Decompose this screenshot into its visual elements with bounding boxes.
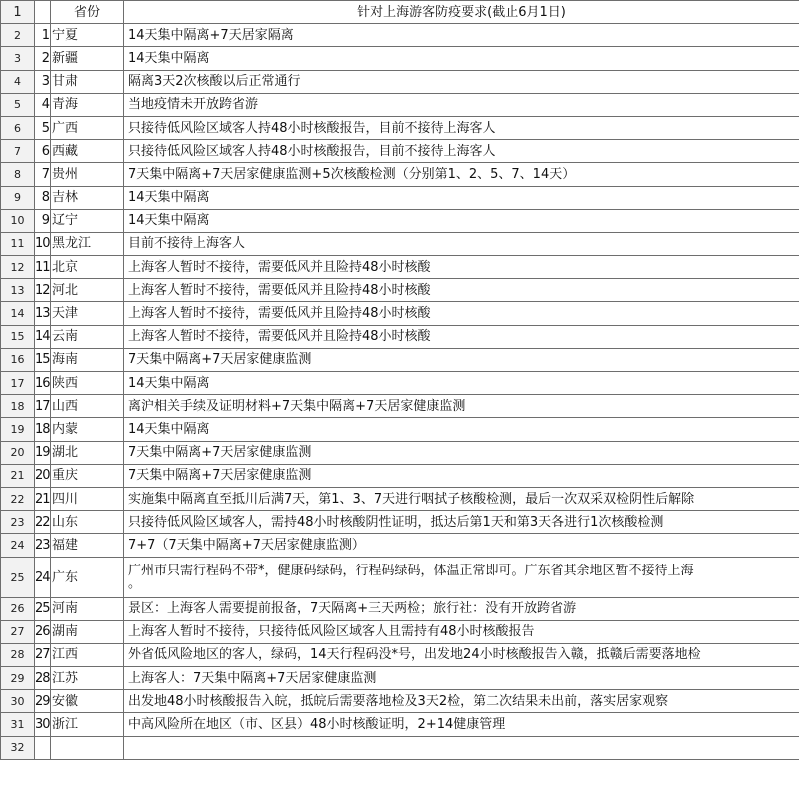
province-cell[interactable]: 广西	[51, 116, 124, 139]
table-row	[1, 70, 799, 93]
seq-cell[interactable]: 30	[35, 713, 51, 736]
province-cell[interactable]: 安徽	[51, 690, 124, 713]
row-number[interactable]: 13	[1, 279, 35, 302]
requirement-cell[interactable]: 14天集中隔离	[124, 372, 799, 395]
province-cell[interactable]: 西藏	[51, 140, 124, 163]
row-number[interactable]: 21	[1, 464, 35, 487]
seq-cell[interactable]: 22	[35, 511, 51, 534]
table-row	[1, 511, 799, 534]
requirement-cell[interactable]: 7天集中隔离+7天居家健康监测	[124, 441, 799, 464]
requirement-cell[interactable]: 14天集中隔离	[124, 47, 799, 70]
row-number[interactable]: 22	[1, 487, 35, 510]
row-number[interactable]: 29	[1, 667, 35, 690]
row-number[interactable]: 17	[1, 372, 35, 395]
row-number[interactable]: 27	[1, 620, 35, 643]
requirement-cell[interactable]: 上海客人暂时不接待，需要低风并且险持48小时核酸	[124, 302, 799, 325]
row-number[interactable]: 9	[1, 186, 35, 209]
table-row	[1, 116, 799, 139]
row-number[interactable]: 19	[1, 418, 35, 441]
seq-cell[interactable]: 4	[35, 93, 51, 116]
province-cell[interactable]: 浙江	[51, 713, 124, 736]
seq-cell[interactable]: 15	[35, 348, 51, 371]
row-number[interactable]: 16	[1, 348, 35, 371]
table-row	[1, 464, 799, 487]
province-cell[interactable]: 海南	[51, 348, 124, 371]
requirement-cell[interactable]: 上海客人暂时不接待，只接待低风险区域客人且需持有48小时核酸报告	[124, 620, 799, 643]
requirement-cell[interactable]: 出发地48小时核酸报告入皖，抵皖后需要落地检及3天2检，第二次结果未出前，落实居家观察	[124, 690, 799, 713]
row-number[interactable]: 12	[1, 256, 35, 279]
table-row	[1, 47, 799, 70]
requirement-cell[interactable]: 景区：上海客人需要提前报备，7天隔离+三天两检；旅行社：没有开放跨省游	[124, 597, 799, 620]
table-row	[1, 557, 799, 597]
seq-cell[interactable]: 3	[35, 70, 51, 93]
seq-cell[interactable]: 29	[35, 690, 51, 713]
requirement-cell[interactable]: 实施集中隔离直至抵川后满7天，第1、3、7天进行咽拭子核酸检测，最后一次双采双检阴性后解除	[124, 487, 799, 510]
seq-cell[interactable]: 26	[35, 620, 51, 643]
seq-cell[interactable]: 20	[35, 464, 51, 487]
row-number[interactable]: 3	[1, 47, 35, 70]
requirement-cell[interactable]: 14天集中隔离	[124, 186, 799, 209]
row-number[interactable]: 11	[1, 232, 35, 255]
seq-cell[interactable]: 14	[35, 325, 51, 348]
province-cell[interactable]: 湖北	[51, 441, 124, 464]
row-number[interactable]: 28	[1, 643, 35, 666]
row-number[interactable]: 30	[1, 690, 35, 713]
requirement-cell[interactable]: 14天集中隔离+7天居家隔离	[124, 24, 799, 47]
requirement-cell[interactable]	[124, 736, 799, 759]
province-cell[interactable]: 宁夏	[51, 24, 124, 47]
requirement-cell[interactable]: 上海客人暂时不接待，需要低风并且险持48小时核酸	[124, 279, 799, 302]
seq-cell[interactable]: 10	[35, 232, 51, 255]
table-row	[1, 232, 799, 255]
province-cell[interactable]: 新疆	[51, 47, 124, 70]
province-cell[interactable]: 云南	[51, 325, 124, 348]
row-number[interactable]: 25	[1, 557, 35, 597]
row-number[interactable]: 14	[1, 302, 35, 325]
table-row	[1, 690, 799, 713]
province-cell[interactable]: 青海	[51, 93, 124, 116]
province-cell[interactable]: 贵州	[51, 163, 124, 186]
table-row	[1, 163, 799, 186]
table-row	[1, 487, 799, 510]
table-row	[1, 395, 799, 418]
table-row	[1, 140, 799, 163]
province-cell[interactable]: 湖南	[51, 620, 124, 643]
province-cell[interactable]: 辽宁	[51, 209, 124, 232]
province-cell[interactable]: 吉林	[51, 186, 124, 209]
table-row	[1, 279, 799, 302]
requirement-cell[interactable]: 外省低风险地区的客人，绿码，14天行程码没*号，出发地24小时核酸报告入赣，抵赣后需要落地检	[124, 643, 799, 666]
row-number[interactable]: 20	[1, 441, 35, 464]
row-number[interactable]: 8	[1, 163, 35, 186]
table-row	[1, 713, 799, 736]
requirement-cell[interactable]: 上海客人：7天集中隔离+7天居家健康监测	[124, 667, 799, 690]
requirement-cell[interactable]: 上海客人暂时不接待，需要低风并且险持48小时核酸	[124, 256, 799, 279]
row-number[interactable]: 15	[1, 325, 35, 348]
table-row	[1, 325, 799, 348]
requirement-cell[interactable]: 7天集中隔离+7天居家健康监测	[124, 348, 799, 371]
seq-cell[interactable]	[35, 736, 51, 759]
row-number[interactable]: 2	[1, 24, 35, 47]
seq-cell[interactable]: 19	[35, 441, 51, 464]
seq-cell[interactable]: 13	[35, 302, 51, 325]
header-row	[1, 1, 799, 24]
table-row	[1, 186, 799, 209]
table-row	[1, 441, 799, 464]
province-cell[interactable]: 山西	[51, 395, 124, 418]
row-number[interactable]: 32	[1, 736, 35, 759]
row-number[interactable]: 18	[1, 395, 35, 418]
province-cell[interactable]: 黑龙江	[51, 232, 124, 255]
requirement-cell[interactable]	[124, 557, 799, 597]
requirement-cell[interactable]: 14天集中隔离	[124, 209, 799, 232]
province-cell[interactable]: 甘肃	[51, 70, 124, 93]
province-cell[interactable]: 陕西	[51, 372, 124, 395]
table-row	[1, 372, 799, 395]
table-row	[1, 209, 799, 232]
seq-cell[interactable]: 7	[35, 163, 51, 186]
row-number[interactable]: 23	[1, 511, 35, 534]
province-cell[interactable]: 天津	[51, 302, 124, 325]
seq-cell[interactable]: 11	[35, 256, 51, 279]
requirement-cell[interactable]: 目前不接待上海客人	[124, 232, 799, 255]
requirement-cell[interactable]: 7天集中隔离+7天居家健康监测+5次核酸检测（分别第1、2、5、7、14天）	[124, 163, 799, 186]
table-row	[1, 302, 799, 325]
seq-cell[interactable]: 2	[35, 47, 51, 70]
province-cell[interactable]: 北京	[51, 256, 124, 279]
header-requirement[interactable]: 针对上海游客防疫要求(截止6月1日)	[124, 1, 799, 24]
seq-cell[interactable]: 25	[35, 597, 51, 620]
requirement-cell[interactable]: 隔离3天2次核酸以后正常通行	[124, 70, 799, 93]
province-cell[interactable]: 山东	[51, 511, 124, 534]
seq-cell[interactable]: 1	[35, 24, 51, 47]
requirement-cell[interactable]: 上海客人暂时不接待，需要低风并且险持48小时核酸	[124, 325, 799, 348]
seq-cell[interactable]: 24	[35, 557, 51, 597]
table-body	[1, 1, 799, 760]
table-row	[1, 348, 799, 371]
requirement-cell[interactable]: 14天集中隔离	[124, 418, 799, 441]
seq-cell[interactable]: 5	[35, 116, 51, 139]
table-row	[1, 620, 799, 643]
province-cell[interactable]: 福建	[51, 534, 124, 557]
seq-cell[interactable]: 9	[35, 209, 51, 232]
table-row	[1, 597, 799, 620]
province-cell[interactable]: 内蒙	[51, 418, 124, 441]
province-cell[interactable]: 河南	[51, 597, 124, 620]
table-row	[1, 667, 799, 690]
table-row	[1, 418, 799, 441]
seq-cell[interactable]: 21	[35, 487, 51, 510]
seq-cell[interactable]: 16	[35, 372, 51, 395]
seq-cell[interactable]: 23	[35, 534, 51, 557]
row-number[interactable]: 5	[1, 93, 35, 116]
table-row	[1, 534, 799, 557]
province-cell[interactable]: 河北	[51, 279, 124, 302]
row-number[interactable]: 31	[1, 713, 35, 736]
header-seq-cell[interactable]	[35, 1, 51, 24]
seq-cell[interactable]: 12	[35, 279, 51, 302]
seq-cell[interactable]: 28	[35, 667, 51, 690]
requirement-cell[interactable]: 7+7（7天集中隔离+7天居家健康监测）	[124, 534, 799, 557]
province-cell[interactable]: 江苏	[51, 667, 124, 690]
seq-cell[interactable]: 18	[35, 418, 51, 441]
row-number[interactable]: 6	[1, 116, 35, 139]
requirement-line-2: 。	[128, 576, 142, 591]
province-cell[interactable]	[51, 736, 124, 759]
requirement-cell[interactable]: 中高风险所在地区（市、区县）48小时核酸证明，2+14健康管理	[124, 713, 799, 736]
table-row-empty	[1, 736, 799, 759]
requirement-cell[interactable]: 离沪相关手续及证明材料+7天集中隔离+7天居家健康监测	[124, 395, 799, 418]
row-number[interactable]: 7	[1, 140, 35, 163]
requirement-cell[interactable]: 只接待低风险区域客人，需持48小时核酸阴性证明，抵达后第1天和第3天各进行1次核酸检测	[124, 511, 799, 534]
table-row	[1, 24, 799, 47]
seq-cell[interactable]: 6	[35, 140, 51, 163]
province-cell[interactable]: 重庆	[51, 464, 124, 487]
row-number[interactable]: 24	[1, 534, 35, 557]
seq-cell[interactable]: 8	[35, 186, 51, 209]
province-cell[interactable]: 四川	[51, 487, 124, 510]
requirement-cell[interactable]: 7天集中隔离+7天居家健康监测	[124, 464, 799, 487]
requirement-line: 广州市只需行程码不带*，健康码绿码，行程码绿码，体温正常即可。广东省其余地区暂不接待上海	[128, 564, 694, 577]
requirement-cell[interactable]: 只接待低风险区域客人持48小时核酸报告，目前不接待上海客人	[124, 140, 799, 163]
row-number[interactable]: 10	[1, 209, 35, 232]
seq-cell[interactable]: 27	[35, 643, 51, 666]
table-row	[1, 256, 799, 279]
header-province[interactable]: 省份	[51, 1, 124, 24]
row-number[interactable]: 4	[1, 70, 35, 93]
requirement-cell[interactable]: 只接待低风险区域客人持48小时核酸报告，目前不接待上海客人	[124, 116, 799, 139]
requirement-cell[interactable]: 当地疫情未开放跨省游	[124, 93, 799, 116]
province-cell[interactable]: 江西	[51, 643, 124, 666]
row-number[interactable]: 1	[1, 1, 35, 24]
table-row	[1, 643, 799, 666]
seq-cell[interactable]: 17	[35, 395, 51, 418]
row-number[interactable]: 26	[1, 597, 35, 620]
table-row	[1, 93, 799, 116]
province-cell[interactable]: 广东	[51, 557, 124, 597]
